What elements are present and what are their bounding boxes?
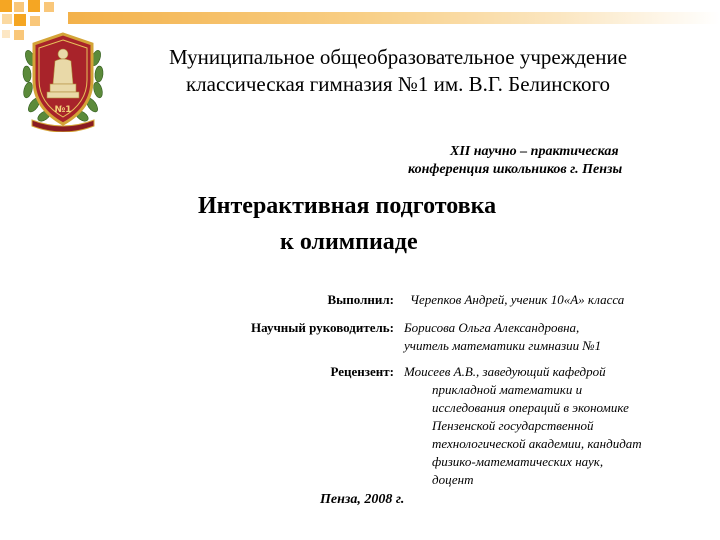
city-year: Пенза, 2008 г. <box>320 492 405 507</box>
advisor-label: Научный руководитель: <box>251 320 394 335</box>
reviewer-line: исследования операций в экономике <box>432 400 629 415</box>
title-line1: Интерактивная подготовка <box>198 193 497 219</box>
reviewer-label: Рецензент: <box>330 364 394 379</box>
conference-line2: конференция школьников г. Пензы <box>408 162 623 177</box>
decor-square-5 <box>2 14 12 24</box>
header-gradient-bar <box>68 12 720 24</box>
reviewer-line: Моисеев А.В., заведующий кафедрой <box>404 364 606 379</box>
reviewer-line: доцент <box>432 472 474 487</box>
decor-square-4 <box>44 2 54 12</box>
conference-caption <box>400 143 700 179</box>
advisor-line2: учитель математики гимназии №1 <box>404 338 602 353</box>
decor-square-9 <box>2 30 10 38</box>
decor-square-1 <box>0 0 12 12</box>
reviewer-line: прикладной математики и <box>432 382 583 397</box>
decor-square-3 <box>28 0 40 12</box>
advisor-value <box>404 319 601 355</box>
reviewer-value <box>404 363 642 489</box>
svg-text:№1: №1 <box>54 105 72 115</box>
reviewer-line: технологической академии, кандидат <box>432 436 642 451</box>
gymnasium-emblem-icon <box>20 28 106 132</box>
school-name-line2: классическая гимназия №1 им. В.Г. Белинского <box>185 72 611 96</box>
author-value: Черепков Андрей, ученик 10«А» класса <box>410 292 625 307</box>
reviewer-line: Пензенской государственной <box>432 418 594 433</box>
advisor-line1: Борисова Ольга Александровна, <box>404 320 580 335</box>
reviewer-line: физико-математических наук, <box>432 454 604 469</box>
decor-square-6 <box>14 14 26 26</box>
school-name-line1: Муниципальное общеобразовательное учреждение <box>168 45 628 69</box>
author-label: Выполнил: <box>327 292 394 307</box>
conference-line1: XII научно – практическая <box>450 144 619 159</box>
presentation-title <box>160 188 580 260</box>
title-line2: к олимпиаде <box>280 229 418 255</box>
school-name <box>118 44 678 98</box>
decor-square-2 <box>14 2 24 12</box>
decor-square-7 <box>30 16 40 26</box>
